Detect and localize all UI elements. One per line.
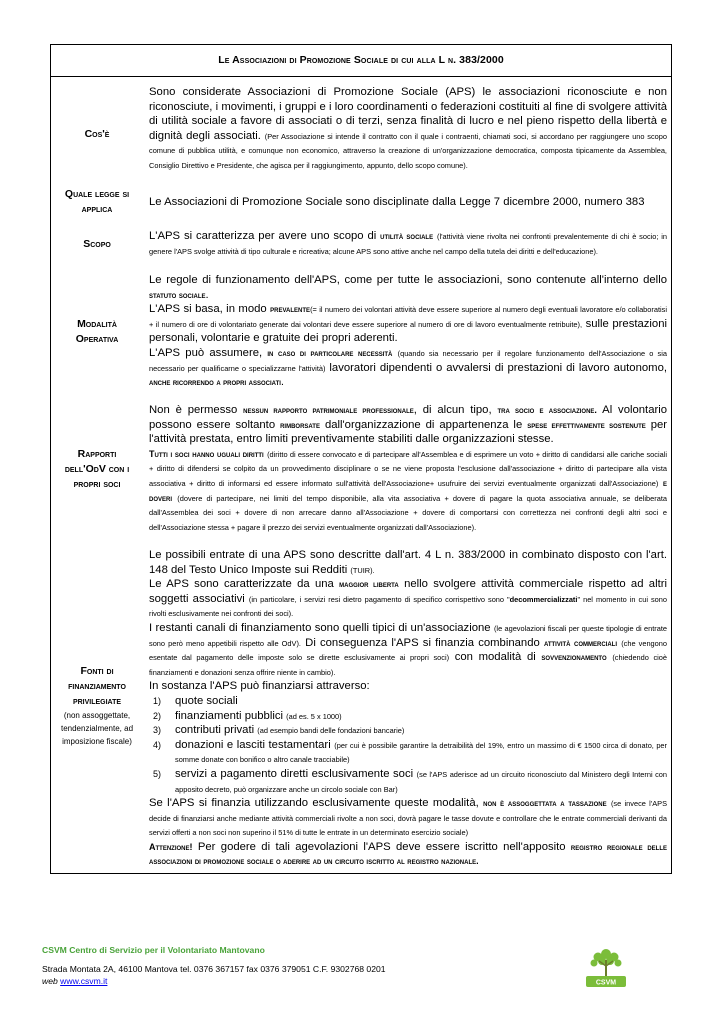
label-rapporti: Rapporti dell'OdV con i propri soci [64,448,130,490]
text-cose: Sono considerate Associazioni di Promozione Sociale (APS) le associazioni riconosciute e non riconosciute, i movimenti, i gruppi e i loro coordinamenti o federazioni costituiti al fine di svolgere attività di utilità sociale a favore di associati o di terzi, senza finalità di lucro e nel pieno rispetto della libertà e dignità degli associati. (Per Associazione si intende il contratto con il quale i contraenti, chiamati soci, si accordano per raggiungere uno scopo comune di pubblica utilità, e comunque non economico, attraverso la creazione di un'organizzazione democratica, composta tipicamente da Assemblea, Consiglio Direttivo e Presidente, che agisca per il raggiungimento, appunto, dello scopo comune). [149,86,667,170]
page-title: Le Associazioni di Promozione Sociale di cui alla L n. 383/2000 [51,45,671,77]
text-rapporti: Non è permesso nessun rapporto patrimoniale professionale, di alcun tipo, tra socio e associazione. Al volontario possono essere soltanto rimborsate dall'organizzazione di appartenenza le spese effettivamente sostenute per l'attività prestata, entro limiti preventivamente stabiliti dalle organizzazioni stesse. Tutti i soci hanno uguali diritti (diritto di essere convocato e di partecipare all'Assemblea e di esprimere un voto + diritto di candidarsi alle cariche sociali + diritto di difendersi se colpito da un provvedimento disciplinare o se ne viene proposta l'esclusione dall'associazione + diritto di partecipare alla vista associativa + diritto di informarsi ed essere informato sull'attività dell'Associazione+ usufruire dei servizi eventualmente organizzati dall'Associazione) e doveri (dovere di partecipare, nei limiti del tempo disponibile, alla vita associativa + dovere di pagare la quota associativa annuale, se deliberata dall'Assemblea dei soci + dovere di non arrecare danno all'Associazione + dovere di comportarsi con correttezza nei confronti degli altri soci e dell'Associazione stessa + pagare il prezzo dei servizi eventualmente organizzati dall'Associazione). [149,404,668,532]
text-legge: Le Associazioni di Promozione Sociale sono disciplinate dalla Legge 7 dicembre 2000, numero 383 [149,196,645,208]
footer-address: Strada Montata 2A, 46100 Mantova tel. 0376 367157 fax 0376 379051 C.F. 9302768 0201 [42,963,386,974]
text-fonti: Le possibili entrate di una APS sono descritte dall'art. 4 L n. 383/2000 in combinato disposto con l'art. 148 del Testo Unico Imposte sui Redditi (TUIR). Le APS sono caratterizzate da una maggior liberta nello svolgere attività commerciale rispetto ad altri soggetti associativi (in particolare, i servizi resi dietro pagamento di specifico corrispettivo sono "decommercializzati" nel momento in cui sono rivolti esclusivamente nei confronti dei soci). I restanti canali di finanziamento sono quelli tipici di un'associazione (le agevolazioni fiscali per queste tipologie di entrate sono però meno appetibili rispetto alle OdV). Di conseguenza l'APS si finanzia combinando attività commerciali (che vengono esentate dal pagamento delle imposte solo se dirette esclusivamente ai propri soci) con modalità di sovvenzionamento (chiedendo cioè finanziamenti e donazioni senza offrire niente in cambio). In sostanza l'APS può finanziarsi attraverso: 1) quote sociali 2) finanziamenti pubblici (ad es. 5 x 1000) 3) contributi privati (ad esempio bandi delle fondazioni bancarie) 4) donazioni e lasciti testamentari (per cui è possibile garantire la detraibilità del 19%, entro un massimo di € 1500 circa di donato, per somme donate con bonifico o altro canale tracciabile) 5) servizi a pagamento diretti esclusivamente soci (se l'APS aderisce ad un circuito riconosciuto dal Ministero degli Interni con apposito decreto, può organizzare anche un circolo sociale con Bar) Se l'APS si finanzia utilizzando esclusivamente queste modalità, non è assoggettata a tassazione (se invece l'APS decide di finanziarsi anche mediante attività commerciali rivolte a non soci, dovrà pagare le tasse dovute e controllare che le entrate commerciali derivanti da servizi offerti a non soci non superino il 51% di tutte le entrate in un determinato esercizio sociale) Attenzione! Per godere di tali agevolazioni l'APS deve essere iscritto nell'apposito registro regionale delle associazioni di promozione sociale o aderire ad un circuito iscritto al registro nazionale. [149,549,668,867]
footer [42,944,386,988]
label-legge: Quale legge si applica [64,188,130,215]
list-item: 3) contributi privati (ad esempio bandi delle fondazioni bancarie) [153,724,405,737]
list-item: 1) quote sociali [153,694,238,707]
label-fonti: Fonti di finanziamento privilegiate (non assoggettate, tendenzialmente, ad imposizione fiscale) [60,665,134,746]
logo-text: CSVM [595,979,617,987]
text-modalita: Le regole di funzionamento dell'APS, come per tutte le associazioni, sono contenute all'interno dello statuto sociale. L'APS si basa, in modo prevalente(= il numero dei volontari attività deve essere superiore al numero degli eventuali lavoratore e/o collaboratisi + il numero di ore di volontariato generate dai volontari deve essere superiore al numero di ore di lavoro eventualmente retribuite), sulle prestazioni personali, volontarie e gratuite dei propri aderenti. L'APS può assumere, in caso di particolare necessità (quando sia necessario per il regolare funzionamento dell'Associazione o sia necessario per qualificarne o specializzarne l'attività) lavoratori dipendenti o avvalersi di prestazioni di lavoro autonomo, anche ricorrendo a propri associati. [149,274,667,389]
website-link[interactable]: www.csvm.it [60,976,108,986]
label-scopo: Scopo [83,238,111,250]
csvm-logo-icon [583,946,629,988]
list-item: 5) servizi a pagamento diretti esclusivamente soci (se l'APS aderisce ad un circuito riconosciuto dal Ministero degli Interni con apposito decreto, può organizzare anche un circolo sociale con Bar) [153,767,667,794]
footer-org: CSVM Centro di Servizio per il Volontariato Mantovano [42,945,265,955]
label-modalita: Modalità Operativa [75,318,119,345]
list-item: 2) finanziamenti pubblici (ad es. 5 x 1000) [153,709,342,722]
label-cose: Cos'è [84,128,110,140]
text-scopo: L'APS si caratterizza per avere uno scopo di utilità sociale (l'attività viene rivolta nei confronti prevalentemente di chi è socio; in genere l'APS svolge attività di tipo culturale e ricreativa; alcune APS sono attive anche nel campo della tutela dei diritti e dell'educazione). [149,230,668,256]
document-table [50,44,672,874]
list-item: 4) donazioni e lasciti testamentari (per cui è possibile garantire la detraibilità del 19%, entro un massimo di € 1500 circa di donato, per somme donate con bonifico o altro canale tracciabile) [153,738,667,765]
footer-web: web www.csvm.it [42,976,108,986]
funding-list [149,694,667,796]
